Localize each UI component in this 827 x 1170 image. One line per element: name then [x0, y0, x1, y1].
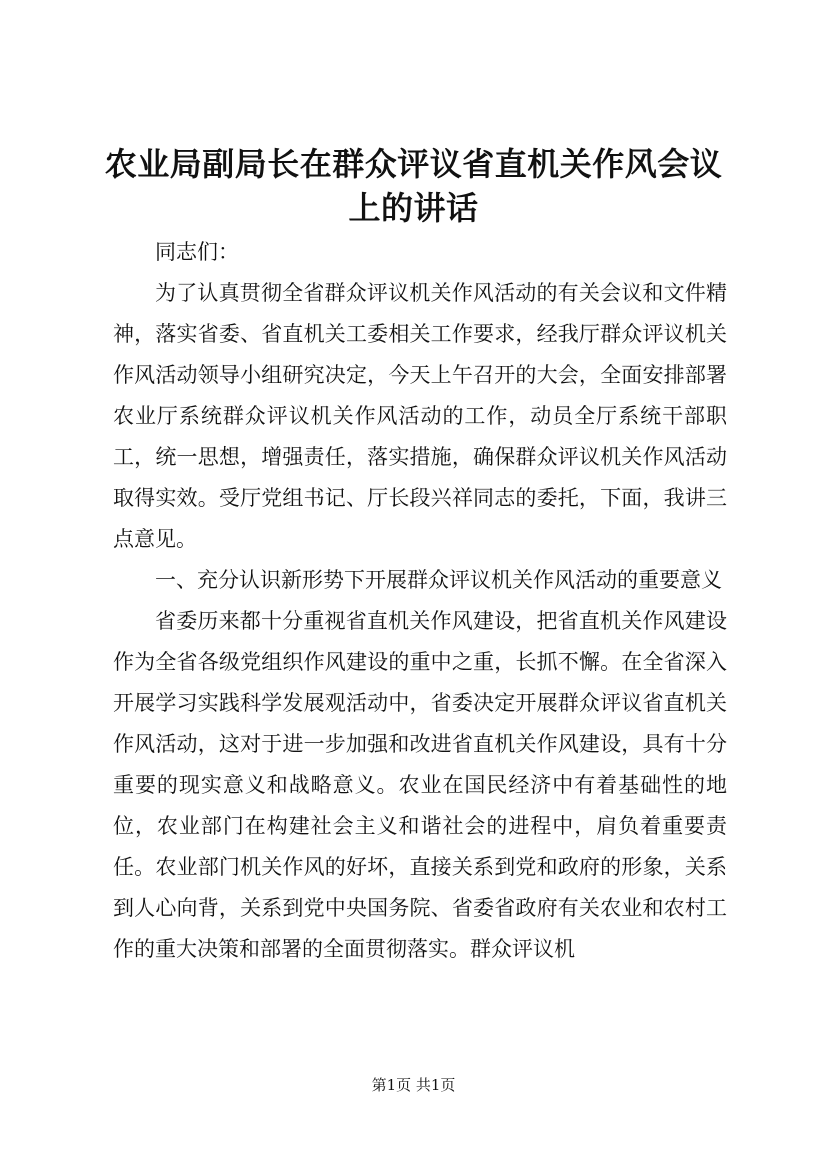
salutation: 同志们： — [155, 240, 239, 264]
document-body — [113, 232, 727, 970]
page-footer: 第1页 共1页 — [371, 1076, 456, 1094]
section-heading-1: 一、充分认识新形势下开展群众评议机关作风活动的重要意义 — [155, 568, 722, 592]
document-title: 农业局副局长在群众评议省直机关作风会议上的讲话 — [104, 145, 723, 227]
paragraph-intro: 为了认真贯彻全省群众评议机关作风活动的有关会议和文件精神，落实省委、省直机关工委相关工作要求，经我厅群众评议机关作风活动领导小组研究决定，今天上午召开的大会，全面安排部署农业厅系统群众评议机关作风活动的工作，动员全厅系统干部职工，统一思想，增强责任，落实措施，确保群众评议机关作风活动取得实效。受厅党组书记、厅长段兴祥同志的委托，下面，我讲三点意见。 — [113, 281, 727, 551]
paragraph-section-1: 省委历来都十分重视省直机关作风建设，把省直机关作风建设作为全省各级党组织作风建设的重中之重，长抓不懈。在全省深入开展学习实践科学发展观活动中，省委决定开展群众评议省直机关作风活动，这对于进一步加强和改进省直机关作风建设，具有十分重要的现实意义和战略意义。农业在国民经济中有着基础性的地位，农业部门在构建社会主义和谐社会的进程中，肩负着重要责任。农业部门机关作风的好坏，直接关系到党和政府的形象，关系到人心向背，关系到党中央国务院、省委省政府有关农业和农村工作的重大决策和部署的全面贯彻落实。群众评议机 — [113, 609, 727, 961]
